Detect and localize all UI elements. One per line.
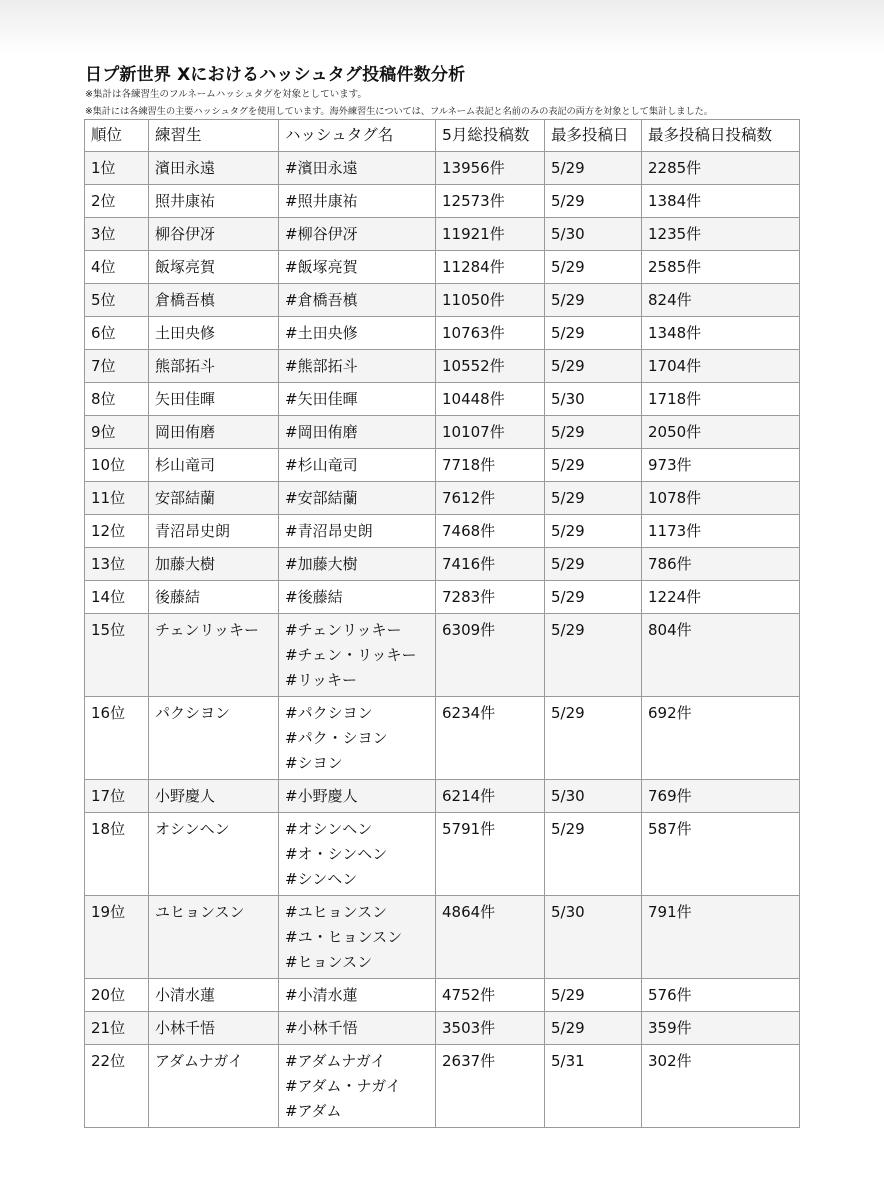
hashtag-text: #熊部拓斗	[285, 357, 358, 375]
trainee-cell: チェンリッキー	[149, 614, 279, 697]
trainee-cell: 柳谷伊冴	[149, 218, 279, 251]
peak-day-cell: 5/30	[545, 780, 642, 813]
hashtag-text: #飯塚亮賀	[285, 258, 358, 276]
may-total-cell: 7612件	[436, 482, 545, 515]
peak-count-cell: 791件	[642, 896, 800, 979]
may-total-cell: 7468件	[436, 515, 545, 548]
hashtag-text: #照井康祐	[285, 192, 358, 210]
hashtag-text: #小野慶人	[285, 787, 358, 805]
hashtag-text: #加藤大樹	[285, 555, 358, 573]
table-body	[85, 152, 800, 1128]
hashtag-text: #ヒョンスン	[285, 953, 373, 971]
hashtag-text: #小林千悟	[285, 1019, 358, 1037]
peak-count-cell: 1235件	[642, 218, 800, 251]
hashtag-text: #パクシヨン	[285, 704, 373, 722]
rank-cell: 2位	[85, 185, 149, 218]
hashtag-ranking-table	[84, 119, 800, 1128]
peak-day-cell: 5/29	[545, 449, 642, 482]
table-row	[85, 449, 800, 482]
table-row	[85, 780, 800, 813]
may-total-cell: 10448件	[436, 383, 545, 416]
may-total-cell: 10107件	[436, 416, 545, 449]
peak-day-cell: 5/29	[545, 548, 642, 581]
hashtag-text: #柳谷伊冴	[285, 225, 358, 243]
may-total-cell: 6234件	[436, 697, 545, 780]
peak-count-cell: 692件	[642, 697, 800, 780]
trainee-cell: 加藤大樹	[149, 548, 279, 581]
rank-cell: 4位	[85, 251, 149, 284]
hashtag-text: #オシンヘン	[285, 820, 373, 838]
peak-count-cell: 1173件	[642, 515, 800, 548]
table-row	[85, 581, 800, 614]
peak-day-cell: 5/29	[545, 251, 642, 284]
table-row	[85, 813, 800, 896]
hashtag-cell	[279, 251, 436, 284]
rank-cell: 22位	[85, 1045, 149, 1128]
hashtag-text: #シンヘン	[285, 870, 358, 888]
peak-count-cell: 1078件	[642, 482, 800, 515]
hashtag-text: #シヨン	[285, 754, 343, 772]
trainee-cell: 小林千悟	[149, 1012, 279, 1045]
hashtag-cell	[279, 350, 436, 383]
trainee-cell: 飯塚亮賀	[149, 251, 279, 284]
peak-count-cell: 576件	[642, 979, 800, 1012]
hashtag-cell	[279, 416, 436, 449]
peak-count-cell: 587件	[642, 813, 800, 896]
rank-cell: 21位	[85, 1012, 149, 1045]
may-total-cell: 11284件	[436, 251, 545, 284]
trainee-cell: 安部結蘭	[149, 482, 279, 515]
hashtag-cell	[279, 581, 436, 614]
rank-cell: 9位	[85, 416, 149, 449]
table-header-row	[85, 120, 800, 152]
table-row	[85, 251, 800, 284]
table-row	[85, 317, 800, 350]
hashtag-cell	[279, 218, 436, 251]
peak-count-cell: 786件	[642, 548, 800, 581]
hashtag-text: #青沼昂史朗	[285, 522, 373, 540]
rank-cell: 12位	[85, 515, 149, 548]
table-row	[85, 896, 800, 979]
trainee-cell: 小清水蓮	[149, 979, 279, 1012]
header-rank: 順位	[85, 120, 149, 152]
may-total-cell: 7283件	[436, 581, 545, 614]
rank-cell: 15位	[85, 614, 149, 697]
rank-cell: 14位	[85, 581, 149, 614]
rank-cell: 16位	[85, 697, 149, 780]
may-total-cell: 7416件	[436, 548, 545, 581]
peak-day-cell: 5/29	[545, 482, 642, 515]
hashtag-text: #倉橋吾槙	[285, 291, 358, 309]
trainee-cell: 照井康祐	[149, 185, 279, 218]
hashtag-cell	[279, 548, 436, 581]
rank-cell: 17位	[85, 780, 149, 813]
peak-count-cell: 2050件	[642, 416, 800, 449]
header-peak-day: 最多投稿日	[545, 120, 642, 152]
hashtag-cell	[279, 1012, 436, 1045]
peak-day-cell: 5/29	[545, 1012, 642, 1045]
table-row	[85, 548, 800, 581]
hashtag-text: #アダム	[285, 1102, 342, 1120]
may-total-cell: 3503件	[436, 1012, 545, 1045]
rank-cell: 5位	[85, 284, 149, 317]
header-trainee: 練習生	[149, 120, 279, 152]
trainee-cell: 杉山竜司	[149, 449, 279, 482]
hashtag-cell	[279, 482, 436, 515]
peak-day-cell: 5/30	[545, 218, 642, 251]
hashtag-text: #後藤結	[285, 588, 343, 606]
trainee-cell: 熊部拓斗	[149, 350, 279, 383]
hashtag-text: #ユ・ヒョンスン	[285, 928, 403, 946]
hashtag-cell	[279, 383, 436, 416]
may-total-cell: 4864件	[436, 896, 545, 979]
trainee-cell: 小野慶人	[149, 780, 279, 813]
may-total-cell: 4752件	[436, 979, 545, 1012]
hashtag-text: #アダム・ナガイ	[285, 1077, 401, 1095]
table-row	[85, 482, 800, 515]
peak-count-cell: 1224件	[642, 581, 800, 614]
rank-cell: 11位	[85, 482, 149, 515]
trainee-cell: 倉橋吾槙	[149, 284, 279, 317]
peak-day-cell: 5/29	[545, 185, 642, 218]
rank-cell: 18位	[85, 813, 149, 896]
table-row	[85, 185, 800, 218]
may-total-cell: 6309件	[436, 614, 545, 697]
table-row	[85, 614, 800, 697]
header-may-total: 5月総投稿数	[436, 120, 545, 152]
hashtag-cell	[279, 614, 436, 697]
trainee-cell: 岡田侑磨	[149, 416, 279, 449]
peak-count-cell: 824件	[642, 284, 800, 317]
hashtag-text: #濱田永遠	[285, 159, 358, 177]
document-title: 日プ新世界 Xにおけるハッシュタグ投稿件数分析	[85, 65, 466, 85]
peak-count-cell: 804件	[642, 614, 800, 697]
hashtag-text: #矢田佳暉	[285, 390, 358, 408]
peak-day-cell: 5/29	[545, 697, 642, 780]
peak-count-cell: 1718件	[642, 383, 800, 416]
note-main-hashtags: ※集計には各練習生の主要ハッシュタグを使用しています。海外練習生については、フルネーム表記と名前のみの表記の両方を対象として集計しました。	[85, 106, 713, 117]
table-row	[85, 218, 800, 251]
trainee-cell: オシンヘン	[149, 813, 279, 896]
peak-day-cell: 5/29	[545, 614, 642, 697]
rank-cell: 19位	[85, 896, 149, 979]
hashtag-text: #岡田侑磨	[285, 423, 358, 441]
peak-day-cell: 5/31	[545, 1045, 642, 1128]
peak-day-cell: 5/29	[545, 152, 642, 185]
peak-count-cell: 1348件	[642, 317, 800, 350]
rank-cell: 20位	[85, 979, 149, 1012]
trainee-cell: ユヒョンスン	[149, 896, 279, 979]
may-total-cell: 11050件	[436, 284, 545, 317]
rank-cell: 10位	[85, 449, 149, 482]
peak-day-cell: 5/29	[545, 813, 642, 896]
hashtag-cell	[279, 449, 436, 482]
hashtag-text: #土田央修	[285, 324, 358, 342]
peak-count-cell: 769件	[642, 780, 800, 813]
peak-count-cell: 302件	[642, 1045, 800, 1128]
may-total-cell: 13956件	[436, 152, 545, 185]
table-row	[85, 697, 800, 780]
peak-day-cell: 5/29	[545, 416, 642, 449]
table-row	[85, 1012, 800, 1045]
hashtag-cell	[279, 697, 436, 780]
hashtag-text: #オ・シンヘン	[285, 845, 388, 863]
may-total-cell: 11921件	[436, 218, 545, 251]
trainee-cell: 青沼昂史朗	[149, 515, 279, 548]
hashtag-text: #チェン・リッキー	[285, 646, 417, 664]
hashtag-cell	[279, 813, 436, 896]
may-total-cell: 2637件	[436, 1045, 545, 1128]
may-total-cell: 10763件	[436, 317, 545, 350]
peak-count-cell: 1704件	[642, 350, 800, 383]
note-fullname-hashtag: ※集計は各練習生のフルネームハッシュタグを対象としています。	[85, 89, 367, 100]
hashtag-text: #ユヒョンスン	[285, 903, 388, 921]
may-total-cell: 7718件	[436, 449, 545, 482]
hashtag-text: #リッキー	[285, 671, 357, 689]
rank-cell: 6位	[85, 317, 149, 350]
peak-day-cell: 5/29	[545, 284, 642, 317]
rank-cell: 13位	[85, 548, 149, 581]
peak-count-cell: 359件	[642, 1012, 800, 1045]
hashtag-cell	[279, 317, 436, 350]
peak-day-cell: 5/29	[545, 581, 642, 614]
table-row	[85, 152, 800, 185]
header-hashtag: ハッシュタグ名	[279, 120, 436, 152]
peak-count-cell: 2285件	[642, 152, 800, 185]
hashtag-text: #安部結蘭	[285, 489, 358, 507]
trainee-cell: パクシヨン	[149, 697, 279, 780]
rank-cell: 1位	[85, 152, 149, 185]
hashtag-cell	[279, 152, 436, 185]
trainee-cell: 矢田佳暉	[149, 383, 279, 416]
hashtag-cell	[279, 284, 436, 317]
table-row	[85, 979, 800, 1012]
hashtag-cell	[279, 515, 436, 548]
table-row	[85, 284, 800, 317]
peak-day-cell: 5/29	[545, 979, 642, 1012]
peak-day-cell: 5/29	[545, 350, 642, 383]
hashtag-cell	[279, 979, 436, 1012]
hashtag-cell	[279, 185, 436, 218]
trainee-cell: 濱田永遠	[149, 152, 279, 185]
may-total-cell: 5791件	[436, 813, 545, 896]
peak-day-cell: 5/30	[545, 383, 642, 416]
peak-day-cell: 5/29	[545, 317, 642, 350]
hashtag-text: #小清水蓮	[285, 986, 358, 1004]
hashtag-text: #杉山竜司	[285, 456, 358, 474]
peak-count-cell: 1384件	[642, 185, 800, 218]
peak-count-cell: 2585件	[642, 251, 800, 284]
may-total-cell: 12573件	[436, 185, 545, 218]
hashtag-cell	[279, 1045, 436, 1128]
rank-cell: 3位	[85, 218, 149, 251]
table-row	[85, 416, 800, 449]
rank-cell: 8位	[85, 383, 149, 416]
hashtag-cell	[279, 780, 436, 813]
table-row	[85, 350, 800, 383]
header-peak-day-count: 最多投稿日投稿数	[642, 120, 800, 152]
may-total-cell: 6214件	[436, 780, 545, 813]
peak-day-cell: 5/30	[545, 896, 642, 979]
hashtag-text: #チェンリッキー	[285, 621, 402, 639]
trainee-cell: 後藤結	[149, 581, 279, 614]
table-row	[85, 383, 800, 416]
hashtag-text: #アダムナガイ	[285, 1052, 386, 1070]
peak-count-cell: 973件	[642, 449, 800, 482]
peak-day-cell: 5/29	[545, 515, 642, 548]
table-row	[85, 515, 800, 548]
trainee-cell: 土田央修	[149, 317, 279, 350]
hashtag-cell	[279, 896, 436, 979]
rank-cell: 7位	[85, 350, 149, 383]
may-total-cell: 10552件	[436, 350, 545, 383]
table-row	[85, 1045, 800, 1128]
hashtag-text: #パク・シヨン	[285, 729, 388, 747]
trainee-cell: アダムナガイ	[149, 1045, 279, 1128]
